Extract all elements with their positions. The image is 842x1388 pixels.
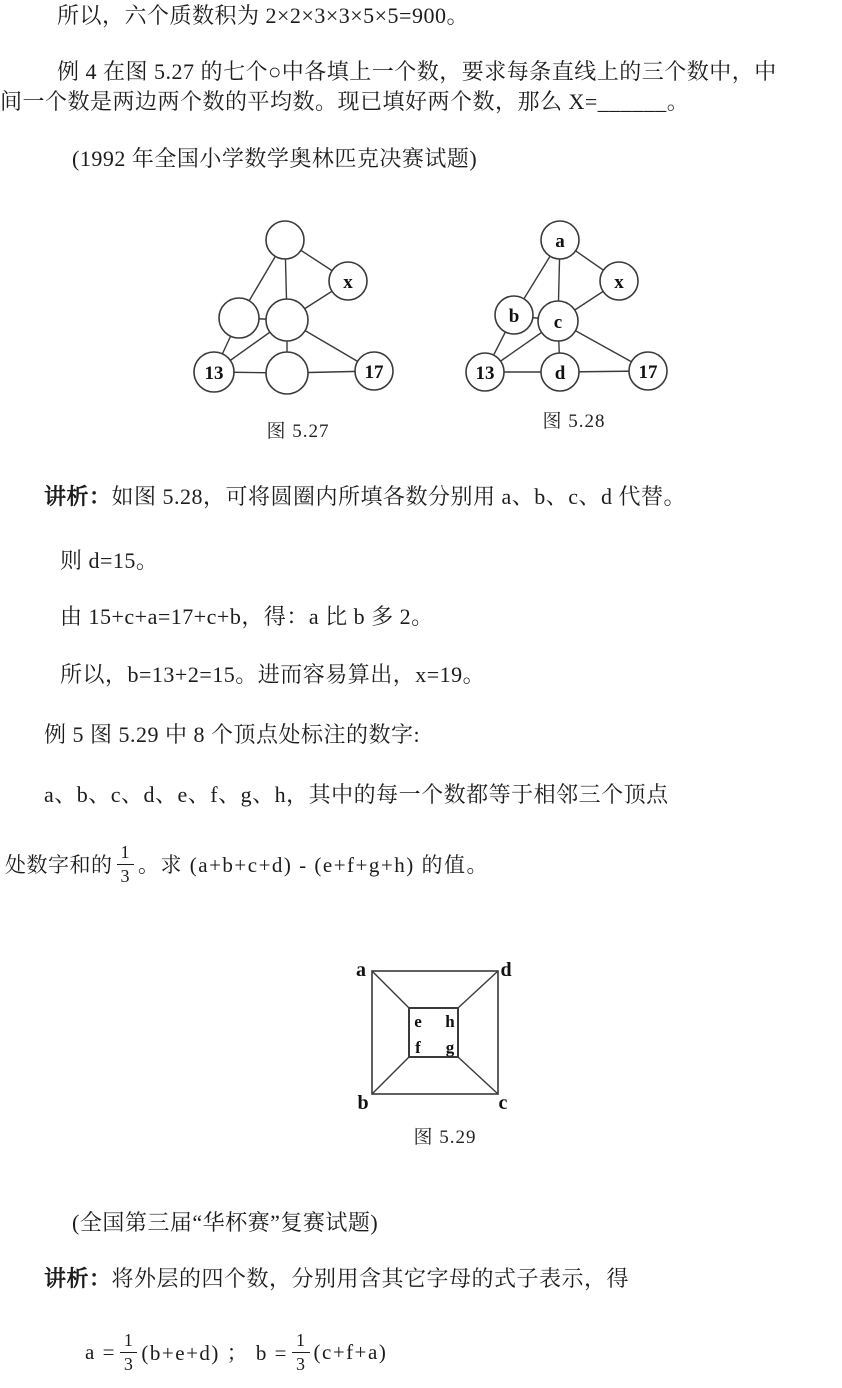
outer-corner-label-a: a — [356, 959, 366, 981]
node-circle-left-mid — [219, 298, 259, 338]
outer-corner-label-c: c — [498, 1092, 508, 1114]
example5-statement-fraction-line — [5, 836, 489, 892]
figure-5-28-nodes — [466, 221, 667, 391]
inner-corner-label-e: e — [414, 1012, 422, 1031]
analysis-label: 讲析： — [44, 1266, 112, 1291]
fraction-denominator: 3 — [120, 866, 130, 886]
figure-5-29-diagonals — [372, 971, 498, 1094]
fraction-one-third — [292, 1330, 310, 1374]
fraction-one-third — [120, 1330, 138, 1374]
figure-5-29-caption: 图 5.29 — [413, 1127, 477, 1148]
fraction-numerator: 1 — [120, 1330, 138, 1353]
example5-formula-line — [85, 1322, 387, 1382]
node-label: 13 — [475, 363, 495, 384]
example4-step1: 则 d=15。 — [60, 548, 159, 573]
fraction-line-suffix: 。求 (a+b+c+d) - (e+f+g+h) 的值。 — [138, 853, 489, 877]
node-label: x — [343, 272, 353, 293]
node-label: a — [555, 231, 565, 252]
paragraph-product-conclusion: 所以，六个质数积为 2×2×3×3×5×5=900。 — [57, 3, 469, 28]
analysis-text: 将外层的四个数，分别用含其它字母的式子表示，得 — [111, 1266, 630, 1291]
outer-corner-label-d: d — [500, 959, 512, 981]
fraction-numerator: 1 — [117, 842, 135, 865]
figure-5-27-caption: 图 5.27 — [266, 421, 330, 442]
node-circle-bottom-center — [266, 352, 308, 394]
node-label: b — [508, 306, 520, 327]
inner-corner-label-f: f — [415, 1038, 421, 1057]
fraction-line-prefix: 处数字和的 — [5, 853, 113, 877]
node-circle-center — [266, 299, 308, 341]
formula-part2: (b+e+d) ； b = — [141, 1341, 289, 1365]
example5-statement-line1: 例 5 图 5.29 中 8 个顶点处标注的数字: — [44, 722, 421, 747]
fraction-one-third — [117, 842, 135, 886]
outer-corner-label-b: b — [357, 1092, 369, 1114]
node-label: d — [554, 363, 566, 384]
figure-5-28-caption: 图 5.28 — [542, 411, 606, 432]
fraction-denominator: 3 — [296, 1354, 306, 1374]
node-label: x — [614, 272, 624, 293]
example4-step3: 所以，b=13+2=15。进而容易算出，x=19。 — [60, 662, 486, 687]
fraction-denominator: 3 — [123, 1354, 134, 1374]
figure-5-29 — [340, 950, 555, 1165]
example5-source-note: (全国第三届“华杯赛”复赛试题) — [72, 1210, 379, 1235]
inner-corner-label-g: g — [445, 1038, 455, 1057]
example4-step2: 由 15+c+a=17+c+b，得：a 比 b 多 2。 — [60, 604, 434, 629]
example5-statement-line2: a、b、c、d、e、f、g、h，其中的每一个数都等于相邻三个顶点 — [44, 782, 669, 807]
example4-source-note: (1992 年全国小学数学奥林匹克决赛试题) — [72, 146, 478, 171]
figure-5-29-svg — [340, 950, 555, 1160]
formula-part1: a = — [85, 1339, 116, 1364]
node-label: 13 — [204, 363, 224, 384]
figure-5-28-svg — [450, 215, 685, 450]
node-label: 17 — [638, 362, 658, 383]
formula-part3: (c+f+a) — [313, 1339, 388, 1364]
analysis-text: 如图 5.28，可将圆圈内所填各数分别用 a、b、c、d 代替。 — [111, 484, 687, 509]
figure-5-28 — [450, 215, 685, 455]
figure-5-27-nodes — [194, 221, 393, 394]
node-circle-top — [266, 221, 304, 259]
fraction-numerator: 1 — [292, 1330, 310, 1353]
node-label: 17 — [364, 362, 384, 383]
example5-analysis — [44, 1266, 629, 1292]
example4-statement-line2: 间一个数是两边两个数的平均数。现已填好两个数，那么 X=______。 — [0, 89, 690, 114]
figure-5-27 — [180, 215, 410, 455]
inner-corner-label-h: h — [445, 1012, 455, 1031]
analysis-label: 讲析： — [44, 484, 112, 509]
node-label: c — [553, 312, 563, 333]
example4-statement-line1: 例 4 在图 5.27 的七个○中各填上一个数，要求每条直线上的三个数中，中 — [57, 59, 777, 84]
figure-5-27-svg — [180, 215, 410, 450]
example4-analysis — [44, 484, 686, 510]
